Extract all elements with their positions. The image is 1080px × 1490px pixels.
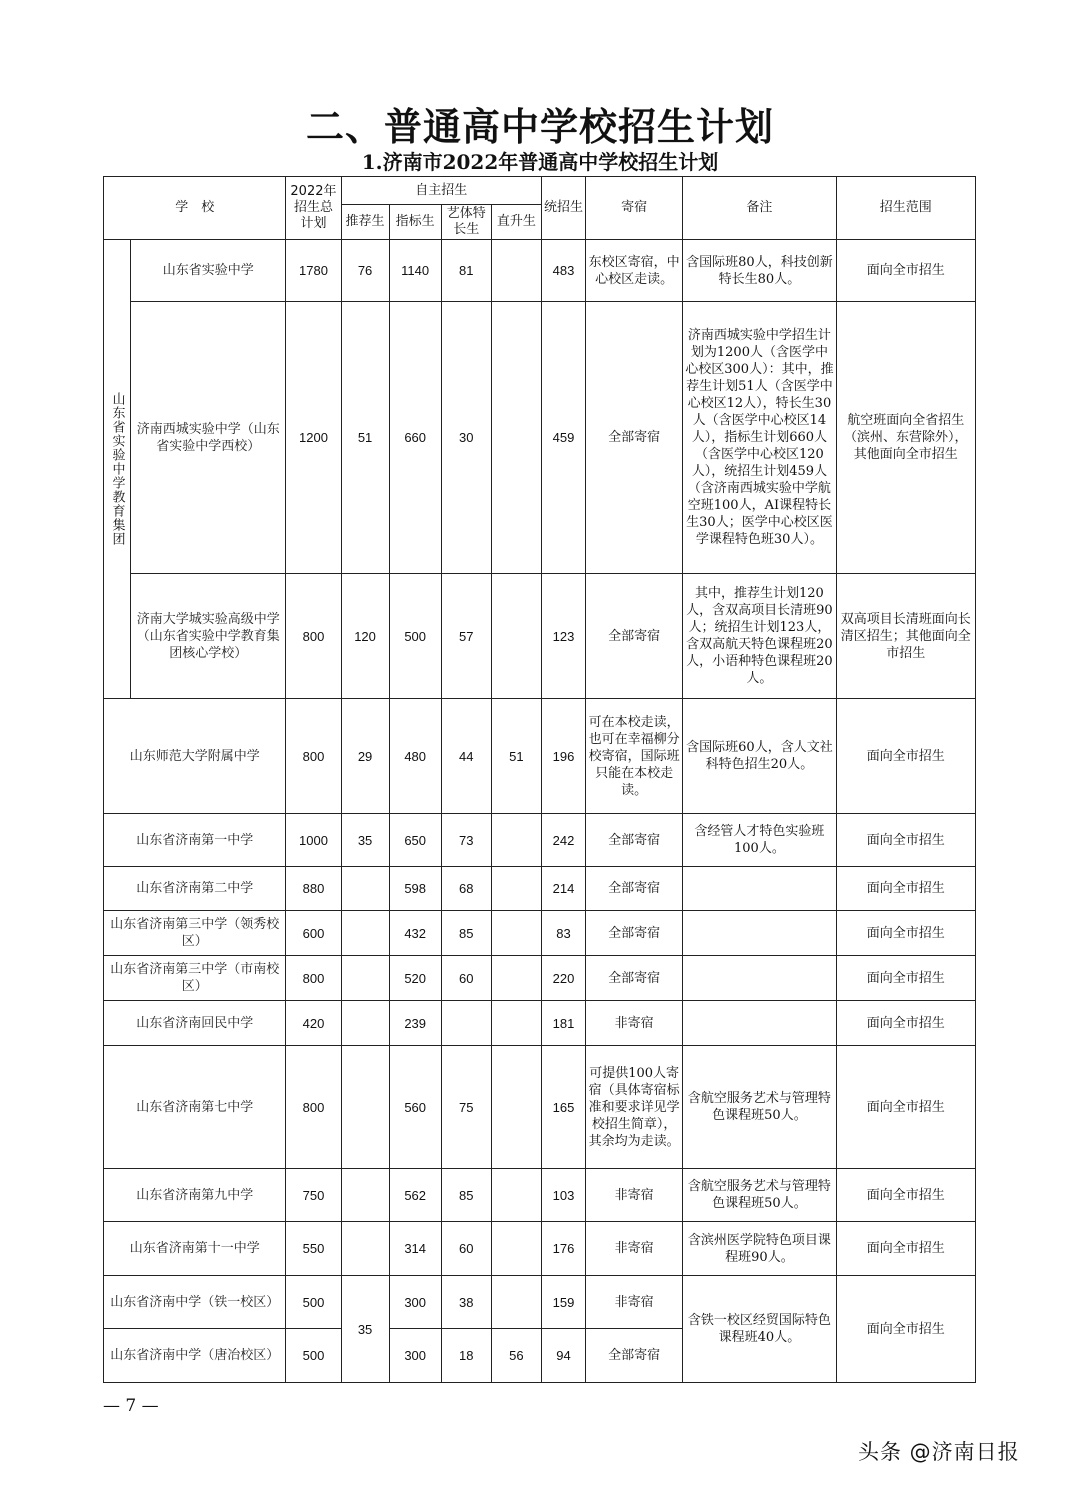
unified-count: 159 (541, 1276, 585, 1329)
table-row (104, 1276, 976, 1329)
unified-count: 220 (541, 956, 585, 1001)
art-sport-count: 57 (441, 574, 491, 699)
art-sport-count: 60 (441, 1222, 491, 1276)
boarding-info: 全部寄宿 (586, 956, 683, 1001)
direct-count (491, 1276, 541, 1329)
total-plan: 880 (286, 867, 341, 911)
header-direct: 直升生 (491, 205, 541, 240)
unified-count: 176 (541, 1222, 585, 1276)
scope: 面向全市招生 (836, 240, 975, 302)
table-row (104, 911, 976, 956)
recommend-count (341, 911, 389, 956)
recommend-count: 120 (341, 574, 389, 699)
recommend-count (341, 1169, 389, 1222)
header-recommend: 推荐生 (341, 205, 389, 240)
total-plan: 420 (286, 1001, 341, 1046)
scope: 面向全市招生 (836, 1046, 975, 1169)
quota-count: 598 (389, 867, 441, 911)
quota-count: 300 (389, 1276, 441, 1329)
remarks: 含滨州医学院特色项目课程班90人。 (683, 1222, 836, 1276)
header-boarding: 寄宿 (586, 177, 683, 240)
school-name: 山东省济南回民中学 (104, 1001, 286, 1046)
school-name: 山东省济南中学（唐冶校区） (104, 1329, 286, 1383)
quota-count: 562 (389, 1169, 441, 1222)
boarding-info: 全部寄宿 (586, 911, 683, 956)
boarding-info: 全部寄宿 (586, 814, 683, 867)
direct-count (491, 240, 541, 302)
unified-count: 94 (541, 1329, 585, 1383)
quota-count: 480 (389, 699, 441, 814)
unified-count: 214 (541, 867, 585, 911)
header-art-sport: 艺体特长生 (441, 205, 491, 240)
remarks: 含航空服务艺术与管理特色课程班50人。 (683, 1046, 836, 1169)
remarks: 含铁一校区经贸国际特色课程班40人。 (683, 1276, 836, 1383)
scope: 航空班面向全省招生（滨州、东营除外），其他面向全市招生 (836, 302, 975, 574)
remarks: 含国际班60人，含人文社科特色招生20人。 (683, 699, 836, 814)
unified-count: 165 (541, 1046, 585, 1169)
scope: 面向全市招生 (836, 956, 975, 1001)
boarding-info: 非寄宿 (586, 1169, 683, 1222)
art-sport-count: 75 (441, 1046, 491, 1169)
direct-count (491, 1046, 541, 1169)
header-unified: 统招生 (541, 177, 585, 240)
table-row (104, 1169, 976, 1222)
remarks: 含经管人才特色实验班100人。 (683, 814, 836, 867)
quota-count: 500 (389, 574, 441, 699)
source-watermark: 头条 @济南日报 (858, 1440, 1020, 1464)
unified-count: 196 (541, 699, 585, 814)
quota-count: 560 (389, 1046, 441, 1169)
group-label: 山东省实验中学教育集团 (104, 240, 131, 699)
direct-count (491, 1222, 541, 1276)
table-row (104, 1222, 976, 1276)
header-self-enrollment: 自主招生 (341, 177, 541, 205)
art-sport-count: 60 (441, 956, 491, 1001)
recommend-count: 35 (341, 814, 389, 867)
table-row (104, 240, 976, 302)
total-plan: 550 (286, 1222, 341, 1276)
direct-count (491, 1001, 541, 1046)
quota-count: 314 (389, 1222, 441, 1276)
scope: 面向全市招生 (836, 1169, 975, 1222)
recommend-count: 29 (341, 699, 389, 814)
table-row (104, 814, 976, 867)
table-row (104, 956, 976, 1001)
school-name: 山东省济南第九中学 (104, 1169, 286, 1222)
total-plan: 750 (286, 1169, 341, 1222)
quota-count: 300 (389, 1329, 441, 1383)
recommend-count (341, 1222, 389, 1276)
total-plan: 800 (286, 699, 341, 814)
remarks (683, 1001, 836, 1046)
page-number: — 7 — (103, 1396, 159, 1416)
scope: 面向全市招生 (836, 814, 975, 867)
total-plan: 1000 (286, 814, 341, 867)
unified-count: 459 (541, 302, 585, 574)
quota-count: 520 (389, 956, 441, 1001)
remarks: 其中，推荐生计划120人，含双高项目长清班90人；统招生计划123人，含双高航天特色课程班20人，小语种特色课程班20人。 (683, 574, 836, 699)
table-row (104, 1046, 976, 1169)
total-plan: 500 (286, 1329, 341, 1383)
header-total: 2022年招生总计划 (286, 177, 341, 240)
quota-count: 650 (389, 814, 441, 867)
school-name: 山东省济南第三中学（市南校区） (104, 956, 286, 1001)
school-name: 山东师范大学附属中学 (104, 699, 286, 814)
school-name: 山东省济南第三中学（领秀校区） (104, 911, 286, 956)
art-sport-count: 68 (441, 867, 491, 911)
table-row (104, 1001, 976, 1046)
scope: 面向全市招生 (836, 867, 975, 911)
recommend-count: 35 (341, 1276, 389, 1383)
unified-count: 103 (541, 1169, 585, 1222)
direct-count (491, 911, 541, 956)
quota-count: 1140 (389, 240, 441, 302)
table-row (104, 574, 976, 699)
quota-count: 660 (389, 302, 441, 574)
art-sport-count: 44 (441, 699, 491, 814)
direct-count (491, 302, 541, 574)
header-scope: 招生范围 (836, 177, 975, 240)
scope: 面向全市招生 (836, 699, 975, 814)
unified-count: 242 (541, 814, 585, 867)
boarding-info: 非寄宿 (586, 1222, 683, 1276)
unified-count: 123 (541, 574, 585, 699)
total-plan: 1200 (286, 302, 341, 574)
direct-count (491, 1169, 541, 1222)
school-name: 山东省济南第一中学 (104, 814, 286, 867)
boarding-info: 全部寄宿 (586, 867, 683, 911)
table-title: 1.济南市2022年普通高中学校招生计划 (361, 150, 719, 174)
school-name: 山东省济南第七中学 (104, 1046, 286, 1169)
total-plan: 1780 (286, 240, 341, 302)
table-row (104, 302, 976, 574)
remarks (683, 911, 836, 956)
boarding-info: 全部寄宿 (586, 574, 683, 699)
table-row (104, 699, 976, 814)
page-title: 二、普通高中学校招生计划 (305, 104, 774, 149)
header-school: 学 校 (104, 177, 286, 240)
direct-count: 56 (491, 1329, 541, 1383)
table-row (104, 867, 976, 911)
quota-count: 239 (389, 1001, 441, 1046)
direct-count (491, 574, 541, 699)
recommend-count: 51 (341, 302, 389, 574)
boarding-info: 全部寄宿 (586, 302, 683, 574)
remarks: 济南西城实验中学招生计划为1200人（含医学中心校区300人）：其中，推荐生计划51人（含医学中心校区12人），特长生30人（含医学中心校区14人），指标生计划660人（含医学中心校区120人），统招生计划459人（含济南西城实验中学航空班100人，AI课程特长生30人；医学中心校区医学课程特色班30人）。 (683, 302, 836, 574)
art-sport-count: 73 (441, 814, 491, 867)
total-plan: 800 (286, 1046, 341, 1169)
direct-count: 51 (491, 699, 541, 814)
remarks (683, 867, 836, 911)
recommend-count (341, 956, 389, 1001)
school-name: 山东省实验中学 (131, 240, 286, 302)
total-plan: 500 (286, 1276, 341, 1329)
boarding-info: 非寄宿 (586, 1276, 683, 1329)
remarks: 含航空服务艺术与管理特色课程班50人。 (683, 1169, 836, 1222)
direct-count (491, 956, 541, 1001)
art-sport-count: 18 (441, 1329, 491, 1383)
boarding-info: 全部寄宿 (586, 1329, 683, 1383)
header-quota: 指标生 (389, 205, 441, 240)
school-name: 济南西城实验中学（山东省实验中学西校） (131, 302, 286, 574)
recommend-count: 76 (341, 240, 389, 302)
remarks (683, 956, 836, 1001)
boarding-info: 可在本校走读，也可在幸福柳分校寄宿，国际班只能在本校走读。 (586, 699, 683, 814)
unified-count: 83 (541, 911, 585, 956)
boarding-info: 非寄宿 (586, 1001, 683, 1046)
scope: 面向全市招生 (836, 911, 975, 956)
total-plan: 600 (286, 911, 341, 956)
recommend-count (341, 1001, 389, 1046)
scope: 面向全市招生 (836, 1276, 975, 1383)
unified-count: 181 (541, 1001, 585, 1046)
scope: 面向全市招生 (836, 1001, 975, 1046)
art-sport-count: 85 (441, 1169, 491, 1222)
total-plan: 800 (286, 574, 341, 699)
scope: 面向全市招生 (836, 1222, 975, 1276)
art-sport-count: 30 (441, 302, 491, 574)
direct-count (491, 867, 541, 911)
enrollment-plan-table (103, 176, 976, 1383)
school-name: 山东省济南中学（铁一校区） (104, 1276, 286, 1329)
school-name: 山东省济南第十一中学 (104, 1222, 286, 1276)
art-sport-count: 81 (441, 240, 491, 302)
unified-count: 483 (541, 240, 585, 302)
boarding-info: 东校区寄宿，中心校区走读。 (586, 240, 683, 302)
boarding-info: 可提供100人寄宿（具体寄宿标准和要求详见学校招生简章），其余均为走读。 (586, 1046, 683, 1169)
recommend-count (341, 1046, 389, 1169)
scope: 双高项目长清班面向长清区招生；其他面向全市招生 (836, 574, 975, 699)
total-plan: 800 (286, 956, 341, 1001)
recommend-count (341, 867, 389, 911)
direct-count (491, 814, 541, 867)
art-sport-count: 38 (441, 1276, 491, 1329)
school-name: 济南大学城实验高级中学（山东省实验中学教育集团核心学校） (131, 574, 286, 699)
art-sport-count (441, 1001, 491, 1046)
school-name: 山东省济南第二中学 (104, 867, 286, 911)
quota-count: 432 (389, 911, 441, 956)
header-remarks: 备注 (683, 177, 836, 240)
art-sport-count: 85 (441, 911, 491, 956)
remarks: 含国际班80人，科技创新特长生80人。 (683, 240, 836, 302)
